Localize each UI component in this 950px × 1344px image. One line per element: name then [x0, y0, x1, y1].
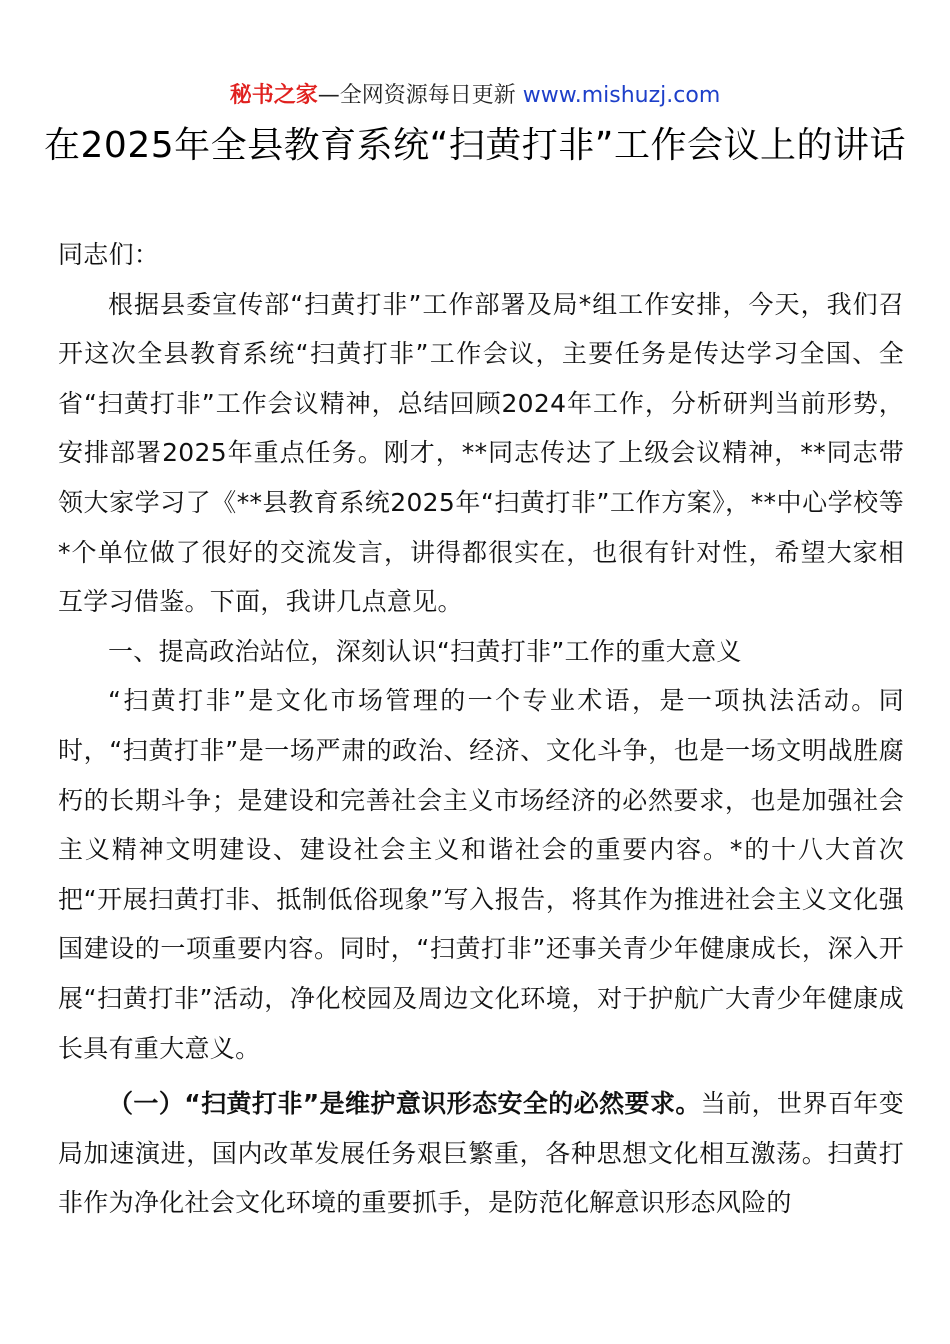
document-title: 在2025年全县教育系统“扫黄打非”工作会议上的讲话 — [44, 125, 906, 166]
site-tagline: —全网资源每日更新 — [317, 83, 523, 108]
document-body — [58, 230, 904, 1228]
site-header — [0, 80, 950, 112]
section-1-heading: 一、提高政治站位，深刻认识“扫黄打非”工作的重大意义 — [108, 636, 742, 666]
subsection-1-text: 当前，世界百年变局加速演进，国内改革发展任务艰巨繁重，各种思想文化相互激荡。扫黄打非作为净化社会文化环境的重要抓手，是防范化解意识形态风险的 — [58, 1089, 904, 1218]
section-1-paragraph: “扫黄打非”是文化市场管理的一个专业术语，是一项执法活动。同时，“扫黄打非”是一场严肃的政治、经济、文化斗争，也是一场文明战胜腐朽的长期斗争；是建设和完善社会主义市场经济的必然要求，也是加强社会主义精神文明建设、建设社会主义和谐社会的重要内容。*的十八大首次把“开展扫黄打非、抵制低俗现象”写入报告，将其作为推进社会主义文化强国建设的一项重要内容。同时，“扫黄打非”还事关青少年健康成长，深入开展“扫黄打非”活动，净化校园及周边文化环境，对于护航广大青少年健康成长具有重大意义。 — [58, 686, 904, 1063]
subsection-1-heading: （一）“扫黄打非”是维护意识形态安全的必然要求。 — [108, 1089, 701, 1119]
site-url-link[interactable]: www.mishuzj.com — [522, 83, 721, 108]
salutation: 同志们： — [58, 240, 160, 269]
site-brand: 秘书之家 — [229, 83, 318, 108]
subsection-1-paragraph — [58, 1079, 904, 1228]
intro-paragraph: 根据县委宣传部“扫黄打非”工作部署及局*组工作安排，今天，我们召开这次全县教育系统“扫黄打非”工作会议，主要任务是传达学习全国、全省“扫黄打非”工作会议精神，总结回顾2024年工作，分析研判当前形势，安排部署2025年重点任务。刚才，**同志传达了上级会议精神，**同志带领大家学习了《**县教育系统2025年“扫黄打非”工作方案》，**中心学校等*个单位做了很好的交流发言，讲得都很实在，也很有针对性，希望大家相互学习借鉴。下面，我讲几点意见。 — [58, 289, 904, 617]
